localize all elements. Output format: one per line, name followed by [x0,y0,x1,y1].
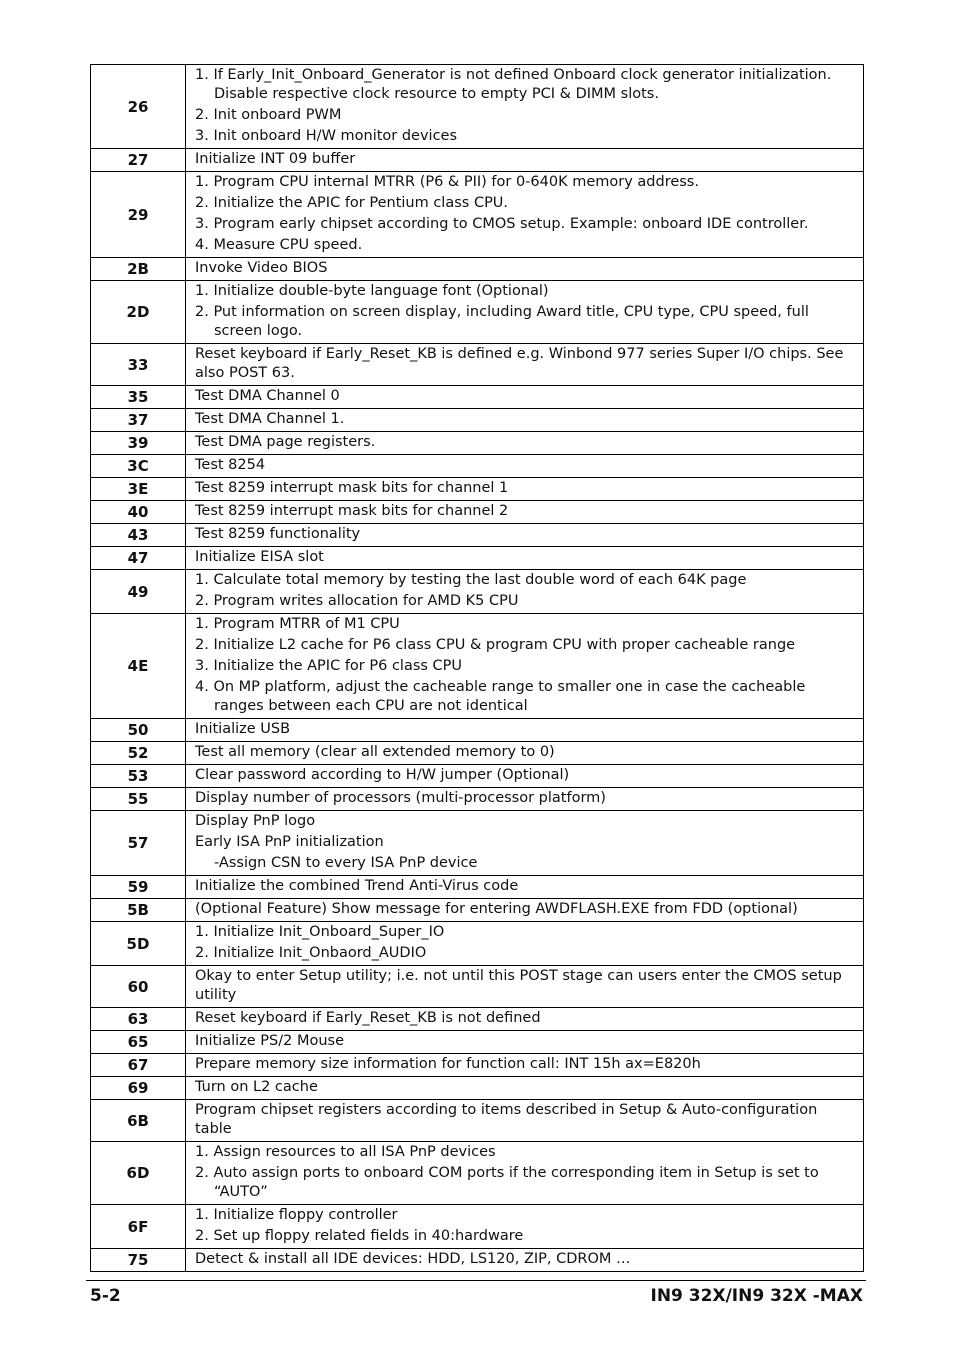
description-line: Detect & install all IDE devices: HDD, LS120, ZIP, CDROM … [195,1251,631,1267]
post-description-cell [186,811,864,876]
post-code-cell: 60 [91,966,186,1008]
post-code-table [90,64,864,1272]
table-row [91,1077,864,1100]
post-code-cell: 33 [91,344,186,386]
table-row [91,386,864,409]
description-line: 1. Initialize floppy controller [195,1207,398,1223]
post-code-cell: 43 [91,524,186,547]
description-line: Test DMA page registers. [195,434,376,450]
post-description-cell [186,1077,864,1100]
post-description-cell [186,1205,864,1249]
description-line: -Assign CSN to every ISA PnP device [214,855,478,871]
table-row [91,742,864,765]
table-row [91,1142,864,1205]
post-code-cell: 53 [91,765,186,788]
description-line: Initialize PS/2 Mouse [195,1033,345,1049]
table-row [91,409,864,432]
post-code-cell: 52 [91,742,186,765]
post-code-cell: 6B [91,1100,186,1142]
post-description-cell [186,409,864,432]
post-description-cell [186,281,864,344]
description-line: 3. Initialize the APIC for P6 class CPU [195,658,463,674]
table-row [91,478,864,501]
description-line: 2. Initialize the APIC for Pentium class CPU. [195,195,509,211]
post-description-cell [186,1100,864,1142]
description-line: Turn on L2 cache [195,1079,318,1095]
post-code-cell: 5D [91,922,186,966]
table-row [91,570,864,614]
description-line: 1. Initialize double-byte language font (Optional) [195,283,549,299]
description-line: Initialize EISA slot [195,549,324,565]
table-row [91,258,864,281]
description-line: 1. Initialize Init_Onboard_Super_IO [195,924,445,940]
description-line: 1. Assign resources to all ISA PnP devices [195,1144,496,1160]
post-description-cell [186,478,864,501]
description-line: Reset keyboard if Early_Reset_KB is defined e.g. Winbond 977 series Super I/O chips. See also POST 63. [195,346,844,381]
description-line: Prepare memory size information for function call: INT 15h ax=E820h [195,1056,701,1072]
description-line: Clear password according to H/W jumper (Optional) [195,767,570,783]
page-number: 5-2 [90,1286,121,1306]
table-row [91,922,864,966]
description-line: 4. On MP platform, adjust the cacheable range to smaller one in case the cacheable ranges between each CPU are not identical [195,679,806,714]
post-code-cell: 6D [91,1142,186,1205]
document-title: IN9 32X/IN9 32X -MAX [650,1286,863,1306]
description-line: 2. Auto assign ports to onboard COM ports if the corresponding item in Setup is set to “AUTO” [195,1165,819,1200]
table-row [91,811,864,876]
description-line: Test 8259 interrupt mask bits for channel 2 [195,503,509,519]
post-description-cell [186,1008,864,1031]
post-description-cell [186,876,864,899]
description-line: 2. Put information on screen display, including Award title, CPU type, CPU speed, full screen logo. [195,304,809,339]
table-row [91,1249,864,1272]
post-code-cell: 2D [91,281,186,344]
post-code-cell: 3E [91,478,186,501]
table-row [91,501,864,524]
post-description-cell [186,966,864,1008]
description-line: Initialize USB [195,721,291,737]
description-line: 1. If Early_Init_Onboard_Generator is not defined Onboard clock generator initialization. Disable respective clock resource to empty PCI & DIMM slots. [195,67,832,102]
table-row [91,1100,864,1142]
post-description-cell [186,614,864,719]
post-description-cell [186,65,864,149]
post-description-cell [186,742,864,765]
description-line: 1. Calculate total memory by testing the last double word of each 64K page [195,572,747,588]
description-line: 1. Program CPU internal MTRR (P6 & PII) for 0-640K memory address. [195,174,699,190]
description-line: 2. Init onboard PWM [195,107,342,123]
post-description-cell [186,1031,864,1054]
description-line: Test 8259 interrupt mask bits for channel 1 [195,480,509,496]
post-code-cell: 47 [91,547,186,570]
post-description-cell [186,719,864,742]
description-line: 4. Measure CPU speed. [195,237,363,253]
table-row [91,1008,864,1031]
post-description-cell [186,1142,864,1205]
post-description-cell [186,765,864,788]
post-code-cell: 50 [91,719,186,742]
post-code-cell: 63 [91,1008,186,1031]
table-row [91,1054,864,1077]
table-row [91,281,864,344]
description-line: (Optional Feature) Show message for entering AWDFLASH.EXE from FDD (optional) [195,901,798,917]
table-row [91,788,864,811]
description-line: 1. Program MTRR of M1 CPU [195,616,400,632]
post-description-cell [186,1249,864,1272]
post-code-cell: 27 [91,149,186,172]
description-line: Test 8254 [195,457,266,473]
post-code-cell: 49 [91,570,186,614]
post-code-cell: 35 [91,386,186,409]
post-code-cell: 6F [91,1205,186,1249]
post-code-cell: 26 [91,65,186,149]
post-description-cell [186,172,864,258]
post-code-cell: 55 [91,788,186,811]
description-line: 3. Init onboard H/W monitor devices [195,128,458,144]
post-code-cell: 65 [91,1031,186,1054]
post-code-cell: 4E [91,614,186,719]
post-description-cell [186,788,864,811]
post-code-cell: 59 [91,876,186,899]
description-line: Test 8259 functionality [195,526,361,542]
post-description-cell [186,524,864,547]
table-row [91,65,864,149]
description-line: 2. Program writes allocation for AMD K5 CPU [195,593,519,609]
table-row [91,149,864,172]
post-code-cell: 37 [91,409,186,432]
footer-rule [86,1280,866,1281]
description-line: Test all memory (clear all extended memory to 0) [195,744,555,760]
post-description-cell [186,570,864,614]
table-row [91,524,864,547]
post-description-cell [186,386,864,409]
table-row [91,765,864,788]
post-code-table-body [91,65,864,1272]
post-description-cell [186,1054,864,1077]
post-code-cell: 3C [91,455,186,478]
description-line: Early ISA PnP initialization [195,834,384,850]
table-row [91,719,864,742]
post-description-cell [186,501,864,524]
post-description-cell [186,455,864,478]
table-row [91,1031,864,1054]
post-code-cell: 40 [91,501,186,524]
description-line: Invoke Video BIOS [195,260,328,276]
post-description-cell [186,149,864,172]
description-line: 2. Set up floppy related fields in 40:hardware [195,1228,524,1244]
table-row [91,1205,864,1249]
description-line: Display number of processors (multi-processor platform) [195,790,606,806]
table-row [91,547,864,570]
post-description-cell [186,922,864,966]
post-code-cell: 29 [91,172,186,258]
post-description-cell [186,547,864,570]
post-code-cell: 69 [91,1077,186,1100]
table-row [91,432,864,455]
table-row [91,614,864,719]
description-line: Test DMA Channel 0 [195,388,340,404]
description-line: Test DMA Channel 1. [195,411,345,427]
description-line: Initialize the combined Trend Anti-Virus code [195,878,519,894]
description-line: 2. Initialize L2 cache for P6 class CPU & program CPU with proper cacheable range [195,637,796,653]
description-line: Reset keyboard if Early_Reset_KB is not defined [195,1010,541,1026]
post-description-cell [186,899,864,922]
table-row [91,172,864,258]
description-line: 3. Program early chipset according to CMOS setup. Example: onboard IDE controller. [195,216,809,232]
post-code-cell: 57 [91,811,186,876]
post-description-cell [186,258,864,281]
post-code-cell: 39 [91,432,186,455]
table-row [91,455,864,478]
description-line: Program chipset registers according to items described in Setup & Auto-configuration table [195,1102,818,1137]
post-description-cell [186,344,864,386]
table-row [91,966,864,1008]
description-line: 2. Initialize Init_Onbaord_AUDIO [195,945,427,961]
post-code-cell: 75 [91,1249,186,1272]
table-row [91,344,864,386]
description-line: Initialize INT 09 buffer [195,151,356,167]
post-code-cell: 5B [91,899,186,922]
table-row [91,899,864,922]
post-code-cell: 2B [91,258,186,281]
description-line: Display PnP logo [195,813,316,829]
post-description-cell [186,432,864,455]
post-code-cell: 67 [91,1054,186,1077]
table-row [91,876,864,899]
description-line: Okay to enter Setup utility; i.e. not until this POST stage can users enter the CMOS setup utility [195,968,842,1003]
